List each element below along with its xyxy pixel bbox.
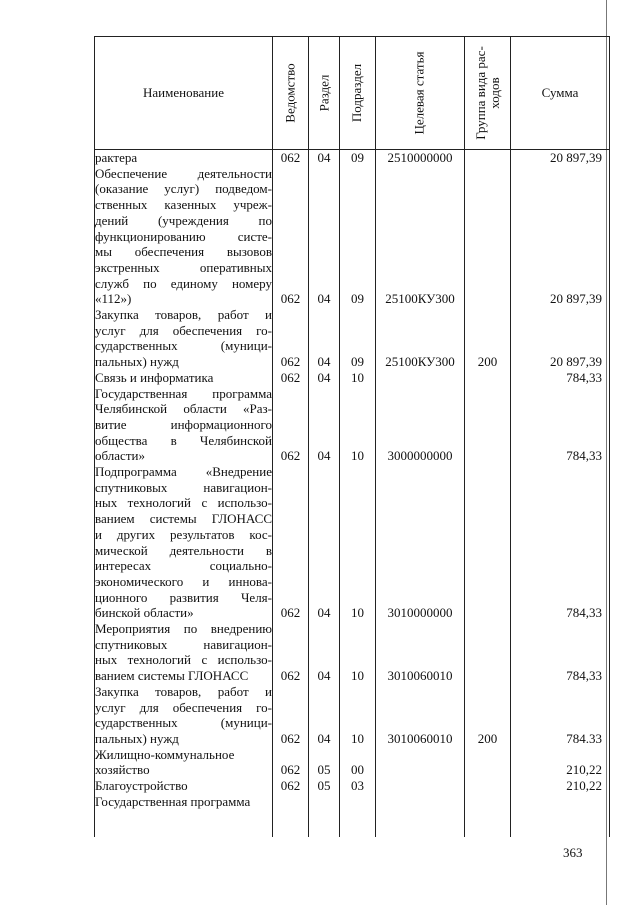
row-ved-value: 062: [280, 354, 301, 370]
row-raz-value: 04: [317, 369, 331, 385]
row-sum-value: 210,22: [566, 778, 602, 793]
row-pod-value: 10: [351, 448, 364, 464]
row-ved-value: 062: [280, 762, 301, 778]
name-text-line: услуг для обеспечения го-: [95, 699, 272, 715]
row-ved-value: 062: [280, 448, 301, 464]
name-text-line: Обеспечение деятельности: [95, 165, 272, 181]
row-sum-value: 20 897,39: [550, 291, 602, 307]
name-text-line: Государственная программа: [95, 793, 251, 809]
row-sum-value: 784,33: [566, 448, 602, 464]
row-ved-value: 062: [280, 369, 301, 385]
row-sum-value: 784,33: [566, 369, 602, 385]
header-summa: [511, 37, 609, 149]
name-text-line: пальных) нужд: [95, 354, 179, 370]
row-sum-value: 20 897,39: [550, 150, 602, 165]
row-pod-value: 09: [351, 354, 364, 370]
name-text-line: функционированию систе-: [95, 228, 272, 244]
name-text-line: экономического и иннова-: [95, 573, 272, 589]
header-gruppa-label: [474, 46, 502, 140]
row-cel-value: 25100КУ300: [385, 354, 455, 370]
name-text-line: Челябинской области «Раз-: [95, 401, 272, 417]
row-ved-value: 062: [280, 150, 301, 165]
header-gruppa-line-2: ходов: [486, 77, 502, 109]
row-pod-value: 10: [351, 730, 364, 746]
name-text-line: ных технологий с использо-: [95, 495, 272, 511]
row-ved-value: 062: [280, 605, 301, 621]
name-text-line: Подпрограмма «Внедрение: [95, 464, 272, 479]
header-celevaya: [376, 37, 464, 149]
page-number: 363: [563, 845, 583, 860]
row-pod-value: 09: [351, 150, 364, 165]
header-razdel: [309, 37, 339, 149]
header-name-label: Наименование: [143, 85, 224, 100]
name-text-line: ционного развития Челя-: [95, 589, 272, 605]
row-ved-value: 062: [280, 668, 301, 684]
name-text-line: ных технологий с использо-: [95, 652, 272, 668]
row-cel-value: 2510000000: [387, 150, 453, 165]
name-text-line: спутниковых навигацион-: [95, 479, 272, 495]
name-text-line: Государственная программа: [95, 385, 272, 401]
row-sum-value: 784.33: [566, 730, 602, 746]
row-raz-value: 05: [317, 778, 331, 793]
row-ved-value: 062: [280, 778, 301, 793]
column-divider: [464, 37, 465, 837]
row-grp-value: 200: [477, 354, 498, 370]
name-text-line: ственных казенных учреж-: [95, 197, 272, 213]
name-text-line: (оказание услуг) подведом-: [95, 181, 272, 197]
header-podrazdel-label: Подраздел: [349, 63, 365, 123]
row-sum-value: 784,33: [566, 668, 602, 684]
column-divider: [609, 37, 610, 837]
header-razdel-label: Раздел: [316, 74, 331, 112]
name-text-line: и других результатов кос-: [95, 526, 272, 542]
row-raz-value: 04: [317, 150, 331, 165]
name-text-line: общества в Челябинской: [95, 432, 272, 448]
row-ved-value: 062: [280, 291, 301, 307]
name-text-line: дений (учреждения по: [95, 212, 272, 228]
name-text-line: услуг для обеспечения го-: [95, 322, 272, 338]
name-text-line: Закупка товаров, работ и: [95, 683, 272, 699]
row-raz-value: 04: [317, 448, 331, 464]
name-text-line: экстренных оперативных: [95, 259, 272, 275]
name-text-line: интересах социально-: [95, 558, 272, 574]
row-pod-value: 10: [351, 605, 364, 621]
name-text-line: области»: [95, 448, 145, 464]
name-text-line: ванием системы ГЛОНАСС: [95, 511, 272, 527]
row-cel-value: 3010000000: [387, 605, 453, 621]
name-text-line: служб по единому номеру: [95, 275, 272, 291]
row-cel-value: 3010060010: [387, 668, 453, 684]
name-text-line: хозяйство: [95, 762, 150, 778]
header-summa-label: Сумма: [541, 85, 579, 100]
name-text-line: Закупка товаров, работ и: [95, 307, 272, 322]
row-raz-value: 04: [317, 354, 331, 370]
row-raz-value: 04: [317, 291, 331, 307]
header-gruppa: [465, 37, 510, 149]
name-text-line: Мероприятия по внедрению: [95, 621, 272, 636]
row-pod-value: 09: [351, 291, 364, 307]
row-pod-value: 03: [351, 778, 364, 793]
name-text-line: спутниковых навигацион-: [95, 636, 272, 652]
row-grp-value: 200: [477, 730, 498, 746]
budget-table: [94, 36, 610, 837]
name-text-line: витие информационного: [95, 416, 272, 432]
row-cel-value: 3010060010: [387, 730, 453, 746]
name-text-line: сударственных (муници-: [95, 338, 272, 354]
row-ved-value: 062: [280, 730, 301, 746]
row-raz-value: 04: [317, 668, 331, 684]
row-raz-value: 04: [317, 730, 331, 746]
row-cel-value: 3000000000: [387, 448, 453, 464]
name-text-line: Благоустройство: [95, 778, 188, 793]
header-name: [95, 37, 272, 149]
name-text-line: Жилищно-коммунальное: [95, 746, 235, 762]
row-sum-value: 20 897,39: [550, 354, 602, 370]
row-sum-value: 784,33: [566, 605, 602, 621]
row-pod-value: 10: [351, 668, 364, 684]
header-vedomstvo: [273, 37, 308, 149]
name-text-line: пальных) нужд: [95, 730, 179, 746]
name-text-line: мической деятельности в: [95, 542, 272, 558]
row-raz-value: 05: [317, 762, 331, 778]
name-text-line: сударственных (муници-: [95, 715, 272, 731]
name-text-line: Связь и информатика: [95, 369, 214, 385]
name-text-line: бинской области»: [95, 605, 194, 621]
header-vedomstvo-label: Ведомство: [282, 63, 298, 123]
header-gruppa-line-1: Группа вида рас-: [472, 46, 488, 140]
header-celevaya-label: Целевая статья: [411, 51, 427, 135]
row-pod-value: 00: [351, 762, 364, 778]
row-pod-value: 10: [351, 369, 364, 385]
name-text-line: рактера: [95, 150, 138, 165]
name-text-line: «112»): [95, 291, 132, 307]
row-cel-value: 25100КУ300: [385, 291, 455, 307]
header-podrazdel: [340, 37, 375, 149]
name-text-line: ванием системы ГЛОНАСС: [95, 668, 249, 684]
name-text-line: мы обеспечения вызовов: [95, 244, 272, 260]
row-sum-value: 210,22: [566, 762, 602, 778]
row-raz-value: 04: [317, 605, 331, 621]
